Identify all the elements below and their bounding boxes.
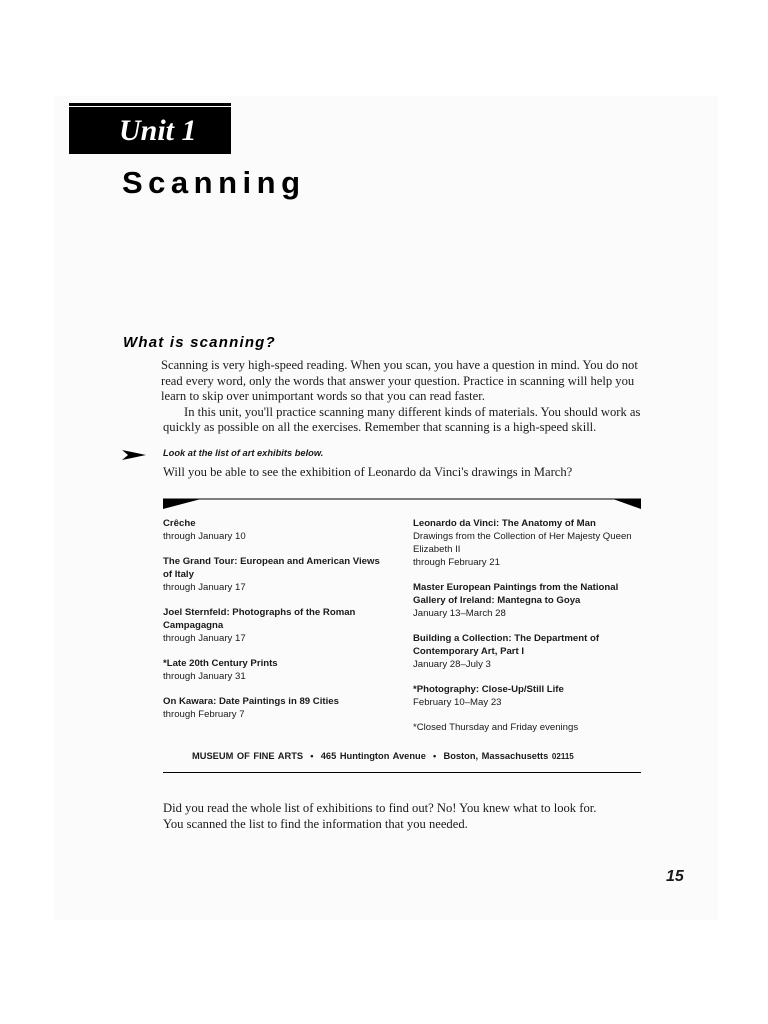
page-title: Scanning [122, 165, 306, 200]
exhibit-date: through January 31 [163, 671, 246, 682]
exhibit-date: through February 21 [413, 557, 500, 568]
museum-street: 465 Huntington Avenue [320, 751, 426, 761]
exhibit-date: January 13–March 28 [413, 608, 506, 619]
exhibit-item [163, 517, 383, 543]
exhibit-date: through January 10 [163, 531, 246, 542]
exhibit-item [413, 581, 653, 620]
exhibit-date: January 28–July 3 [413, 659, 491, 670]
museum-name: MUSEUM OF FINE ARTS [192, 751, 304, 761]
exhibit-list-bottom-rule [163, 772, 641, 773]
unit-top-rule [69, 103, 231, 106]
exhibit-item [163, 657, 383, 683]
exhibit-item [163, 606, 383, 645]
museum-zip: 02115 [551, 752, 574, 761]
exhibit-description: Drawings from the Collection of Her Majesty Queen Elizabeth II [413, 531, 632, 555]
exhibit-item [413, 632, 653, 671]
exhibit-date: through January 17 [163, 633, 246, 644]
arrow-icon [122, 449, 146, 461]
exhibit-name: On Kawara: Date Paintings in 89 Cities [163, 696, 339, 707]
exhibit-name: *Photography: Close-Up/Still Life [413, 684, 564, 695]
exhibit-list-left [163, 517, 383, 733]
exhibit-name: Crêche [163, 518, 196, 529]
intro-text [163, 358, 653, 436]
page-number: 15 [666, 868, 684, 885]
exhibit-name: *Late 20th Century Prints [163, 658, 278, 669]
exhibit-name: Master European Paintings from the National Gallery of Ireland: Mantegna to Goya [413, 582, 619, 606]
exhibit-item [413, 683, 653, 709]
exhibit-item [163, 555, 383, 594]
exhibit-date: through February 7 [163, 709, 245, 720]
exhibit-name: Joel Sternfeld: Photographs of the Roman Campagagna [163, 607, 356, 631]
museum-address [192, 751, 574, 761]
bullet-separator: • [310, 751, 314, 761]
footnote: *Closed Thursday and Friday evenings [413, 722, 579, 733]
exhibit-list-right [413, 517, 653, 734]
exhibit-name: Leonardo da Vinci: The Anatomy of Man [413, 518, 596, 529]
question: Will you be able to see the exhibition of Leonardo da Vinci's drawings in March? [163, 465, 573, 479]
exhibit-date: February 10–May 23 [413, 697, 502, 708]
outro-text [163, 800, 643, 832]
exhibit-name: Building a Collection: The Department of Contemporary Art, Part I [413, 633, 600, 657]
exhibit-date: through January 17 [163, 582, 246, 593]
bullet-separator: • [433, 751, 437, 761]
unit-label: Unit 1 [69, 107, 231, 154]
instruction: Look at the list of art exhibits below. [163, 448, 324, 458]
exhibit-name: The Grand Tour: European and American Views of Italy [163, 556, 380, 580]
exhibit-list-top-rule [163, 496, 641, 510]
outro-line-1: Did you read the whole list of exhibitions to find out? No! You knew what to look for. [163, 801, 597, 815]
outro-line-2: You scanned the list to find the information that you needed. [163, 817, 468, 831]
exhibit-item [413, 517, 653, 569]
section-heading: What is scanning? [123, 334, 276, 351]
intro-paragraph-2: In this unit, you'll practice scanning many different kinds of materials. You should work as quickly as possible on all the exercises. Remember that scanning is a high-speed skill. [163, 404, 641, 434]
museum-city: Boston, Massachusetts [443, 751, 549, 761]
intro-paragraph-1: Scanning is very high-speed reading. When you scan, you have a question in mind. You do not read every word, only the words that answer your question. Practice in scanning will help you learn to skip over unimportant words so that you can read faster. [161, 358, 638, 403]
exhibit-item [163, 695, 383, 721]
